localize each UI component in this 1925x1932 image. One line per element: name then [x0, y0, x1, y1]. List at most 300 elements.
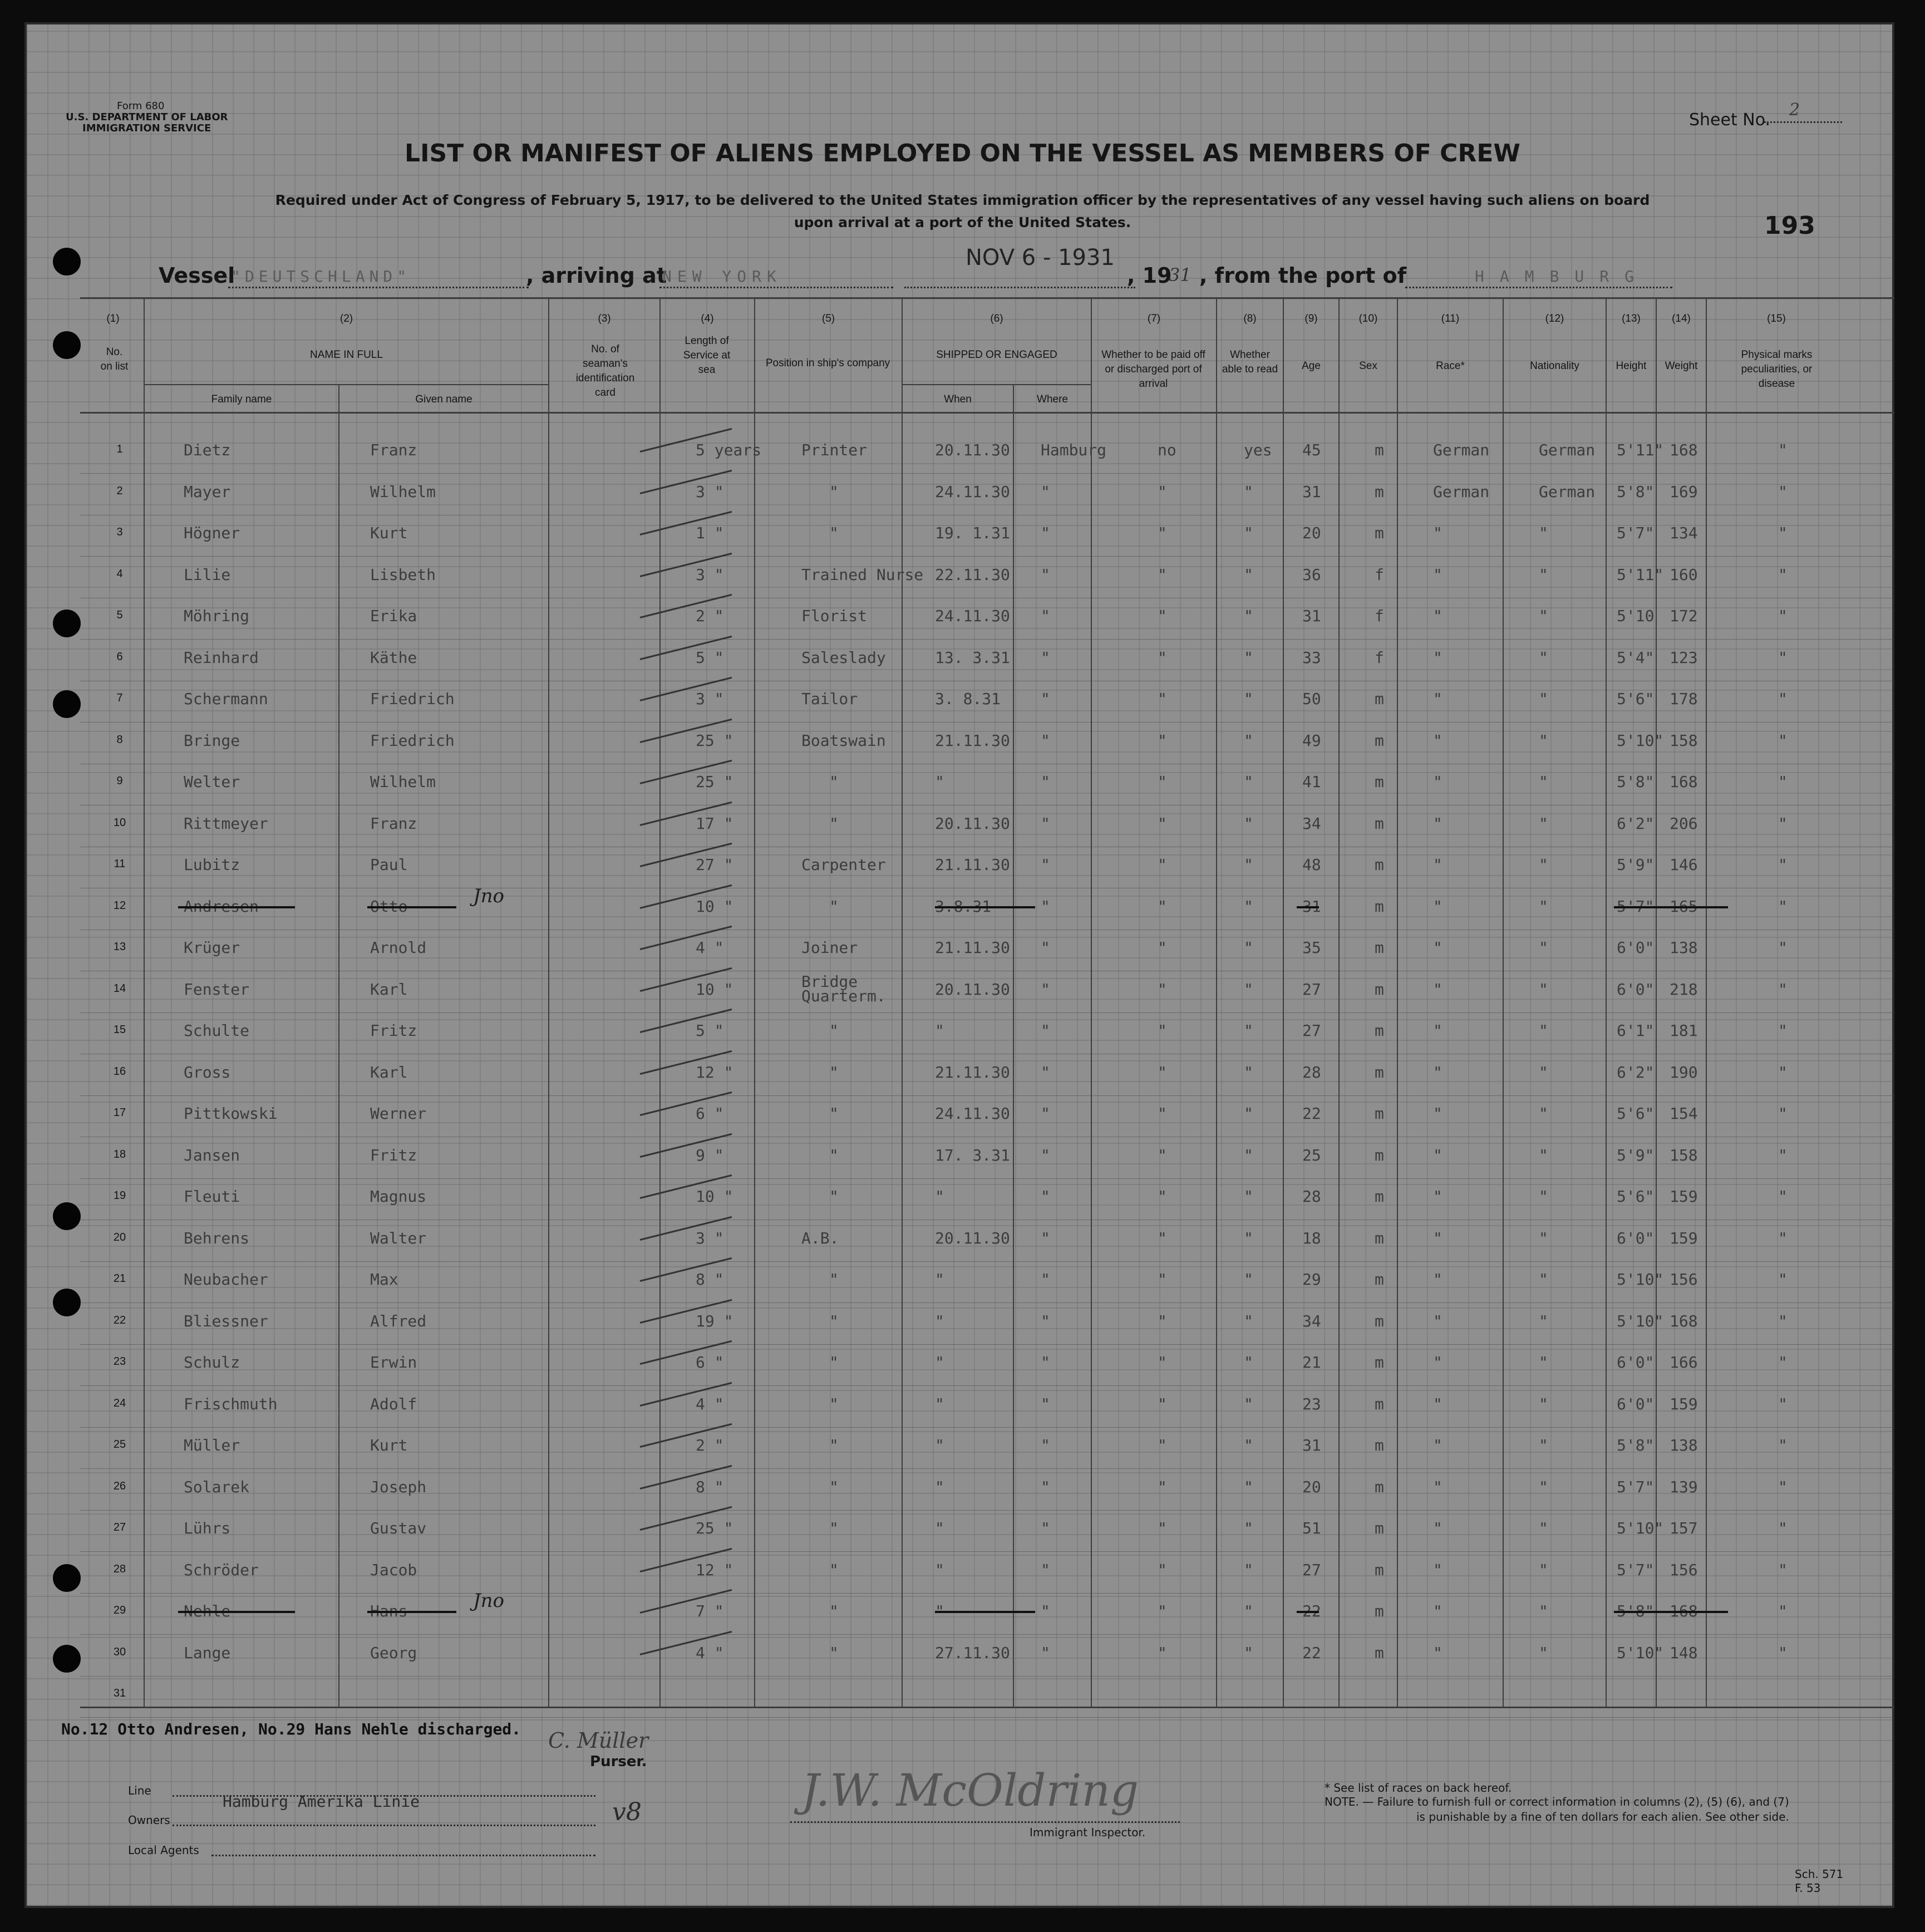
physical-marks: "	[1778, 1063, 1788, 1081]
age: 50	[1302, 690, 1321, 708]
service-length: 5 years	[696, 441, 762, 459]
weight: 158	[1670, 1146, 1698, 1164]
shipped-where: "	[1041, 1477, 1050, 1496]
strike-line	[178, 906, 295, 908]
shipped-where: "	[1041, 1311, 1050, 1330]
weight: 156	[1670, 1560, 1698, 1579]
stamp-number: 193	[1764, 212, 1815, 240]
weight: 148	[1670, 1643, 1698, 1662]
row-number: 9	[116, 775, 123, 787]
position: Joiner	[801, 938, 858, 957]
able-to-read: "	[1244, 731, 1253, 750]
col-6-num: (6)	[990, 313, 1003, 325]
position: "	[829, 897, 839, 916]
shipped-when: 20.11.30	[935, 814, 1010, 833]
paid-off: "	[1158, 1477, 1167, 1496]
col-8-num: (8)	[1243, 313, 1257, 325]
paid-off: "	[1158, 1560, 1167, 1579]
physical-marks: "	[1778, 1187, 1788, 1206]
weight: 158	[1670, 731, 1698, 750]
from-line	[1405, 287, 1672, 288]
service-length: 3 "	[696, 565, 724, 584]
paid-off: "	[1158, 565, 1167, 584]
row-number: 20	[113, 1231, 126, 1243]
height: 5'9"	[1617, 1146, 1655, 1164]
race: "	[1433, 690, 1442, 708]
paid-off: "	[1158, 814, 1167, 833]
manifest-sheet	[24, 22, 1894, 1908]
shipped-when: 3. 8.31	[935, 690, 1001, 708]
family-name: Rittmeyer	[184, 814, 268, 833]
given-name: Erwin	[370, 1353, 417, 1371]
row-rule	[80, 1634, 1894, 1635]
sex: m	[1375, 690, 1384, 708]
height: 5'6"	[1617, 1104, 1655, 1123]
service-length: 19 "	[696, 1311, 733, 1330]
from-label: , from the port of	[1199, 263, 1407, 288]
race: "	[1433, 565, 1442, 584]
shipped-where: "	[1041, 565, 1050, 584]
column-rule	[144, 298, 145, 1707]
family-name: Schermann	[184, 690, 268, 708]
row-number: 21	[113, 1272, 126, 1285]
service-length: 3 "	[696, 690, 724, 708]
col-2-num: (2)	[339, 313, 353, 325]
row-rule	[80, 1427, 1894, 1428]
given-name: Franz	[370, 814, 417, 833]
able-to-read: "	[1244, 856, 1253, 874]
row-rule	[80, 1510, 1894, 1511]
discharge-note: No.12 Otto Andresen, No.29 Hans Nehle discharged.	[61, 1720, 521, 1738]
nationality: "	[1539, 1643, 1548, 1662]
paid-off: "	[1158, 773, 1167, 791]
race: "	[1433, 1560, 1442, 1579]
weight: 139	[1670, 1477, 1698, 1496]
date-stamp: NOV 6 - 1931	[966, 245, 1115, 271]
row-number: 14	[113, 982, 126, 995]
col-7-label: Whether to be paid off or discharged port of arrival	[1101, 349, 1205, 390]
strike-line	[1614, 1611, 1728, 1613]
col-2-family-label: Family name	[211, 394, 272, 405]
col-6-where-label: Where	[1037, 394, 1068, 405]
weight: 166	[1670, 1353, 1698, 1371]
year-prefix: , 19	[1127, 263, 1172, 288]
schedule-number: Sch. 571	[1795, 1867, 1844, 1881]
paid-off: "	[1158, 648, 1167, 667]
row-rule	[80, 1468, 1894, 1469]
able-to-read: "	[1244, 1560, 1253, 1579]
col-5-label: Position in ship's company	[765, 357, 890, 369]
punch-hole	[53, 248, 81, 276]
nationality: "	[1539, 856, 1548, 874]
physical-marks: "	[1778, 1353, 1788, 1371]
age: 25	[1302, 1146, 1321, 1164]
position: "	[829, 1519, 839, 1537]
age: 31	[1302, 1436, 1321, 1454]
service-length: 10 "	[696, 1187, 733, 1206]
sex: m	[1375, 1436, 1384, 1454]
weight: 165	[1670, 897, 1698, 916]
weight: 168	[1670, 1311, 1698, 1330]
column-rule	[1397, 298, 1398, 1707]
nationality: "	[1539, 980, 1548, 999]
form-f-number: F. 53	[1795, 1881, 1821, 1895]
height: 5'11"	[1617, 441, 1664, 459]
age: 33	[1302, 648, 1321, 667]
able-to-read: "	[1244, 524, 1253, 542]
shipped-when: "	[935, 1519, 944, 1537]
paid-off: "	[1158, 897, 1167, 916]
sex: m	[1375, 1602, 1384, 1620]
shipped-when: "	[935, 1021, 944, 1040]
col-12-label: Nationality	[1530, 360, 1579, 372]
weight: 181	[1670, 1021, 1698, 1040]
nationality: "	[1539, 1394, 1548, 1413]
family-name: Lange	[184, 1643, 231, 1662]
col-8-label: Whether able to read	[1222, 349, 1278, 375]
col-11-label: Race*	[1436, 360, 1465, 372]
shipped-where: "	[1041, 1270, 1050, 1289]
shipped-where: "	[1041, 731, 1050, 750]
age: 27	[1302, 1021, 1321, 1040]
position: "	[829, 1311, 839, 1330]
given-name: Erika	[370, 607, 417, 625]
arriving-line	[659, 287, 893, 288]
service-name: IMMIGRATION SERVICE	[82, 122, 211, 134]
col-6-when-label: When	[944, 394, 972, 405]
shipped-where: "	[1041, 524, 1050, 542]
sex: m	[1375, 1394, 1384, 1413]
col-11-num: (11)	[1441, 313, 1460, 325]
handwritten-mark: v8	[612, 1798, 642, 1826]
given-name: Arnold	[370, 938, 427, 957]
sex: m	[1375, 1477, 1384, 1496]
shipped-where: "	[1041, 1104, 1050, 1123]
owners-field	[173, 1825, 595, 1826]
height: 5'4"	[1617, 648, 1655, 667]
weight: 172	[1670, 607, 1698, 625]
shipped-where: Hamburg	[1041, 441, 1107, 459]
age: 20	[1302, 524, 1321, 542]
weight: 168	[1670, 1602, 1698, 1620]
row-number: 4	[116, 567, 123, 580]
height: 5'10"	[1617, 1519, 1664, 1537]
col-3-num: (3)	[598, 313, 611, 325]
able-to-read: "	[1244, 1228, 1253, 1247]
family-name: Neubacher	[184, 1270, 268, 1289]
height: 5'11"	[1617, 565, 1664, 584]
row-number: 27	[113, 1521, 126, 1533]
nationality: "	[1539, 690, 1548, 708]
physical-marks: "	[1778, 1021, 1788, 1040]
age: 28	[1302, 1063, 1321, 1081]
position: "	[829, 1063, 839, 1081]
punch-hole	[53, 1289, 81, 1316]
row-number: 16	[113, 1065, 126, 1078]
race: German	[1433, 441, 1490, 459]
given-name: Alfred	[370, 1311, 427, 1330]
position: A.B.	[801, 1228, 839, 1247]
given-name: Werner	[370, 1104, 427, 1123]
age: 31	[1302, 607, 1321, 625]
nationality: "	[1539, 1063, 1548, 1081]
physical-marks: "	[1778, 565, 1788, 584]
given-name: Wilhelm	[370, 482, 436, 501]
able-to-read: "	[1244, 1394, 1253, 1413]
weight: 159	[1670, 1394, 1698, 1413]
age: 18	[1302, 1228, 1321, 1247]
paid-off: "	[1158, 980, 1167, 999]
race: "	[1433, 1311, 1442, 1330]
height: 5'10"	[1617, 1311, 1664, 1330]
col-12-num: (12)	[1545, 313, 1564, 325]
col-10-num: (10)	[1358, 313, 1378, 325]
column-rule	[1606, 298, 1607, 1707]
name-subheader-rule	[145, 384, 548, 385]
service-length: 10 "	[696, 897, 733, 916]
family-name: Frischmuth	[184, 1394, 278, 1413]
service-length: 6 "	[696, 1104, 724, 1123]
age: 36	[1302, 565, 1321, 584]
given-name: Fritz	[370, 1146, 417, 1164]
weight: 218	[1670, 980, 1698, 999]
age: 22	[1302, 1643, 1321, 1662]
row-rule	[80, 556, 1894, 557]
race: "	[1433, 524, 1442, 542]
shipped-when: 22.11.30	[935, 565, 1010, 584]
age: 22	[1302, 1602, 1321, 1620]
weight: 138	[1670, 938, 1698, 957]
table-bottom-rule	[80, 1707, 1894, 1708]
column-rule	[1706, 298, 1707, 1707]
penalty-note-1: NOTE. — Failure to furnish full or correct information in columns (2), (5) (6), and (7)	[1325, 1795, 1789, 1808]
row-number: 29	[113, 1604, 126, 1616]
height: 5'8"	[1617, 482, 1655, 501]
able-to-read: "	[1244, 1270, 1253, 1289]
service-length: 4 "	[696, 1394, 724, 1413]
col-13-num: (13)	[1622, 313, 1641, 325]
service-length: 5 "	[696, 1021, 724, 1040]
sex: m	[1375, 814, 1384, 833]
shipped-where: "	[1041, 897, 1050, 916]
weight: 206	[1670, 814, 1698, 833]
sex: m	[1375, 980, 1384, 999]
nationality: "	[1539, 1146, 1548, 1164]
row-rule	[80, 1717, 1894, 1718]
row-number: 10	[113, 816, 126, 829]
given-name: Kurt	[370, 1436, 408, 1454]
age: 34	[1302, 814, 1321, 833]
col-14-label: Weight	[1665, 360, 1698, 372]
punch-hole	[53, 1645, 81, 1673]
physical-marks: "	[1778, 607, 1788, 625]
service-length: 3 "	[696, 482, 724, 501]
age: 45	[1302, 441, 1321, 459]
race: "	[1433, 1146, 1442, 1164]
physical-marks: "	[1778, 1228, 1788, 1247]
col-15-label: Physical marks peculiarities, or disease	[1741, 349, 1813, 390]
given-name: Hans	[370, 1602, 408, 1620]
line-label: Line	[128, 1784, 151, 1797]
row-rule	[80, 473, 1894, 474]
sex: m	[1375, 938, 1384, 957]
physical-marks: "	[1778, 648, 1788, 667]
row-rule	[80, 1095, 1894, 1096]
physical-marks: "	[1778, 1519, 1788, 1537]
column-rule	[1503, 298, 1504, 1707]
able-to-read: "	[1244, 773, 1253, 791]
paid-off: "	[1158, 524, 1167, 542]
given-name: Friedrich	[370, 731, 455, 750]
punch-hole	[53, 331, 81, 359]
shipped-when: "	[935, 1560, 944, 1579]
weight: 157	[1670, 1519, 1698, 1537]
position: "	[829, 1187, 839, 1206]
physical-marks: "	[1778, 1560, 1788, 1579]
inspector-label: Immigrant Inspector.	[1030, 1826, 1146, 1839]
height: 6'1"	[1617, 1021, 1655, 1040]
family-name: Andresen	[184, 897, 259, 916]
able-to-read: "	[1244, 1021, 1253, 1040]
family-name: Fleuti	[184, 1187, 240, 1206]
family-name: Dietz	[184, 441, 231, 459]
shipped-when: "	[935, 773, 944, 791]
purser-signature: C. Müller	[548, 1728, 649, 1753]
service-length: 7 "	[696, 1602, 724, 1620]
physical-marks: "	[1778, 773, 1788, 791]
family-name: Bliessner	[184, 1311, 268, 1330]
shipped-where: "	[1041, 607, 1050, 625]
paid-off: "	[1158, 1104, 1167, 1123]
paid-off: "	[1158, 607, 1167, 625]
height: 6'0"	[1617, 1353, 1655, 1371]
nationality: "	[1539, 607, 1548, 625]
shipped-when: 21.11.30	[935, 938, 1010, 957]
paid-off: "	[1158, 1187, 1167, 1206]
sheet-number-line	[1764, 121, 1842, 123]
race: "	[1433, 731, 1442, 750]
height: 5'7"	[1617, 1560, 1655, 1579]
race: German	[1433, 482, 1490, 501]
shipped-when: "	[935, 1436, 944, 1454]
paid-off: "	[1158, 1311, 1167, 1330]
row-number: 31	[113, 1687, 126, 1699]
sex: m	[1375, 731, 1384, 750]
col-4-label: Length of Service at sea	[683, 335, 731, 376]
physical-marks: "	[1778, 938, 1788, 957]
height: 5'7"	[1617, 897, 1655, 916]
nationality: German	[1539, 482, 1596, 501]
age: 22	[1302, 1104, 1321, 1123]
row-rule	[80, 1178, 1894, 1179]
shipped-where: "	[1041, 856, 1050, 874]
punch-hole	[53, 1202, 81, 1230]
vessel-name: "DEUTSCHLAND"	[231, 267, 411, 286]
able-to-read: "	[1244, 482, 1253, 501]
nationality: "	[1539, 565, 1548, 584]
strike-line	[1614, 906, 1728, 908]
row-number: 18	[113, 1148, 126, 1161]
paid-off: "	[1158, 1146, 1167, 1164]
sex: m	[1375, 1270, 1384, 1289]
col-15-num: (15)	[1767, 313, 1786, 325]
nationality: "	[1539, 524, 1548, 542]
position: Bridge Quarterm.	[801, 972, 886, 1005]
weight: 168	[1670, 441, 1698, 459]
row-rule	[80, 1261, 1894, 1262]
position: "	[829, 1477, 839, 1496]
col-4-num: (4)	[701, 313, 714, 325]
given-name: Paul	[370, 856, 408, 874]
col-9-label: Age	[1302, 360, 1321, 372]
shipped-when: 24.11.30	[935, 482, 1010, 501]
race: "	[1433, 814, 1442, 833]
nationality: "	[1539, 1353, 1548, 1371]
able-to-read: "	[1244, 1146, 1253, 1164]
paid-off: "	[1158, 1519, 1167, 1537]
physical-marks: "	[1778, 731, 1788, 750]
sheet-number: 2	[1789, 100, 1800, 120]
age: 48	[1302, 856, 1321, 874]
row-number: 1	[116, 443, 123, 455]
physical-marks: "	[1778, 814, 1788, 833]
given-name: Walter	[370, 1228, 427, 1247]
shipped-where: "	[1041, 1560, 1050, 1579]
sex: m	[1375, 1519, 1384, 1537]
weight: 178	[1670, 690, 1698, 708]
race: "	[1433, 1104, 1442, 1123]
shipped-where: "	[1041, 1146, 1050, 1164]
age: 20	[1302, 1477, 1321, 1496]
strike-line	[1297, 1611, 1319, 1613]
height: 5'7"	[1617, 524, 1655, 542]
family-name: Gross	[184, 1063, 231, 1081]
height: 6'0"	[1617, 1228, 1655, 1247]
vessel-line	[228, 287, 529, 288]
age: 23	[1302, 1394, 1321, 1413]
sex: m	[1375, 1643, 1384, 1662]
service-length: 12 "	[696, 1560, 733, 1579]
paid-off: "	[1158, 482, 1167, 501]
position: "	[829, 524, 839, 542]
position: "	[829, 1643, 839, 1662]
height: 5'8"	[1617, 773, 1655, 791]
penalty-note-2: is punishable by a fine of ten dollars for each alien. See other side.	[1416, 1810, 1789, 1823]
able-to-read: "	[1244, 1643, 1253, 1662]
strike-line	[367, 906, 456, 908]
row-rule	[80, 1344, 1894, 1345]
height: 5'6"	[1617, 1187, 1655, 1206]
service-length: 10 "	[696, 980, 733, 999]
arriving-port: NEW YORK	[662, 267, 782, 286]
height: 5'10"	[1617, 1643, 1664, 1662]
physical-marks: "	[1778, 482, 1788, 501]
shipped-when: "	[935, 1477, 944, 1496]
physical-marks: "	[1778, 690, 1788, 708]
race: "	[1433, 1394, 1442, 1413]
able-to-read: "	[1244, 1353, 1253, 1371]
row-number: 25	[113, 1438, 126, 1451]
nationality: "	[1539, 731, 1548, 750]
shipped-when: 21.11.30	[935, 1063, 1010, 1081]
column-rule	[902, 298, 903, 1707]
shipped-when: 19. 1.31	[935, 524, 1010, 542]
sex: m	[1375, 1311, 1384, 1330]
col-6-label: SHIPPED OR ENGAGED	[936, 349, 1057, 361]
row-number: 30	[113, 1645, 126, 1658]
row-number: 19	[113, 1189, 126, 1202]
row-number: 24	[113, 1397, 126, 1409]
